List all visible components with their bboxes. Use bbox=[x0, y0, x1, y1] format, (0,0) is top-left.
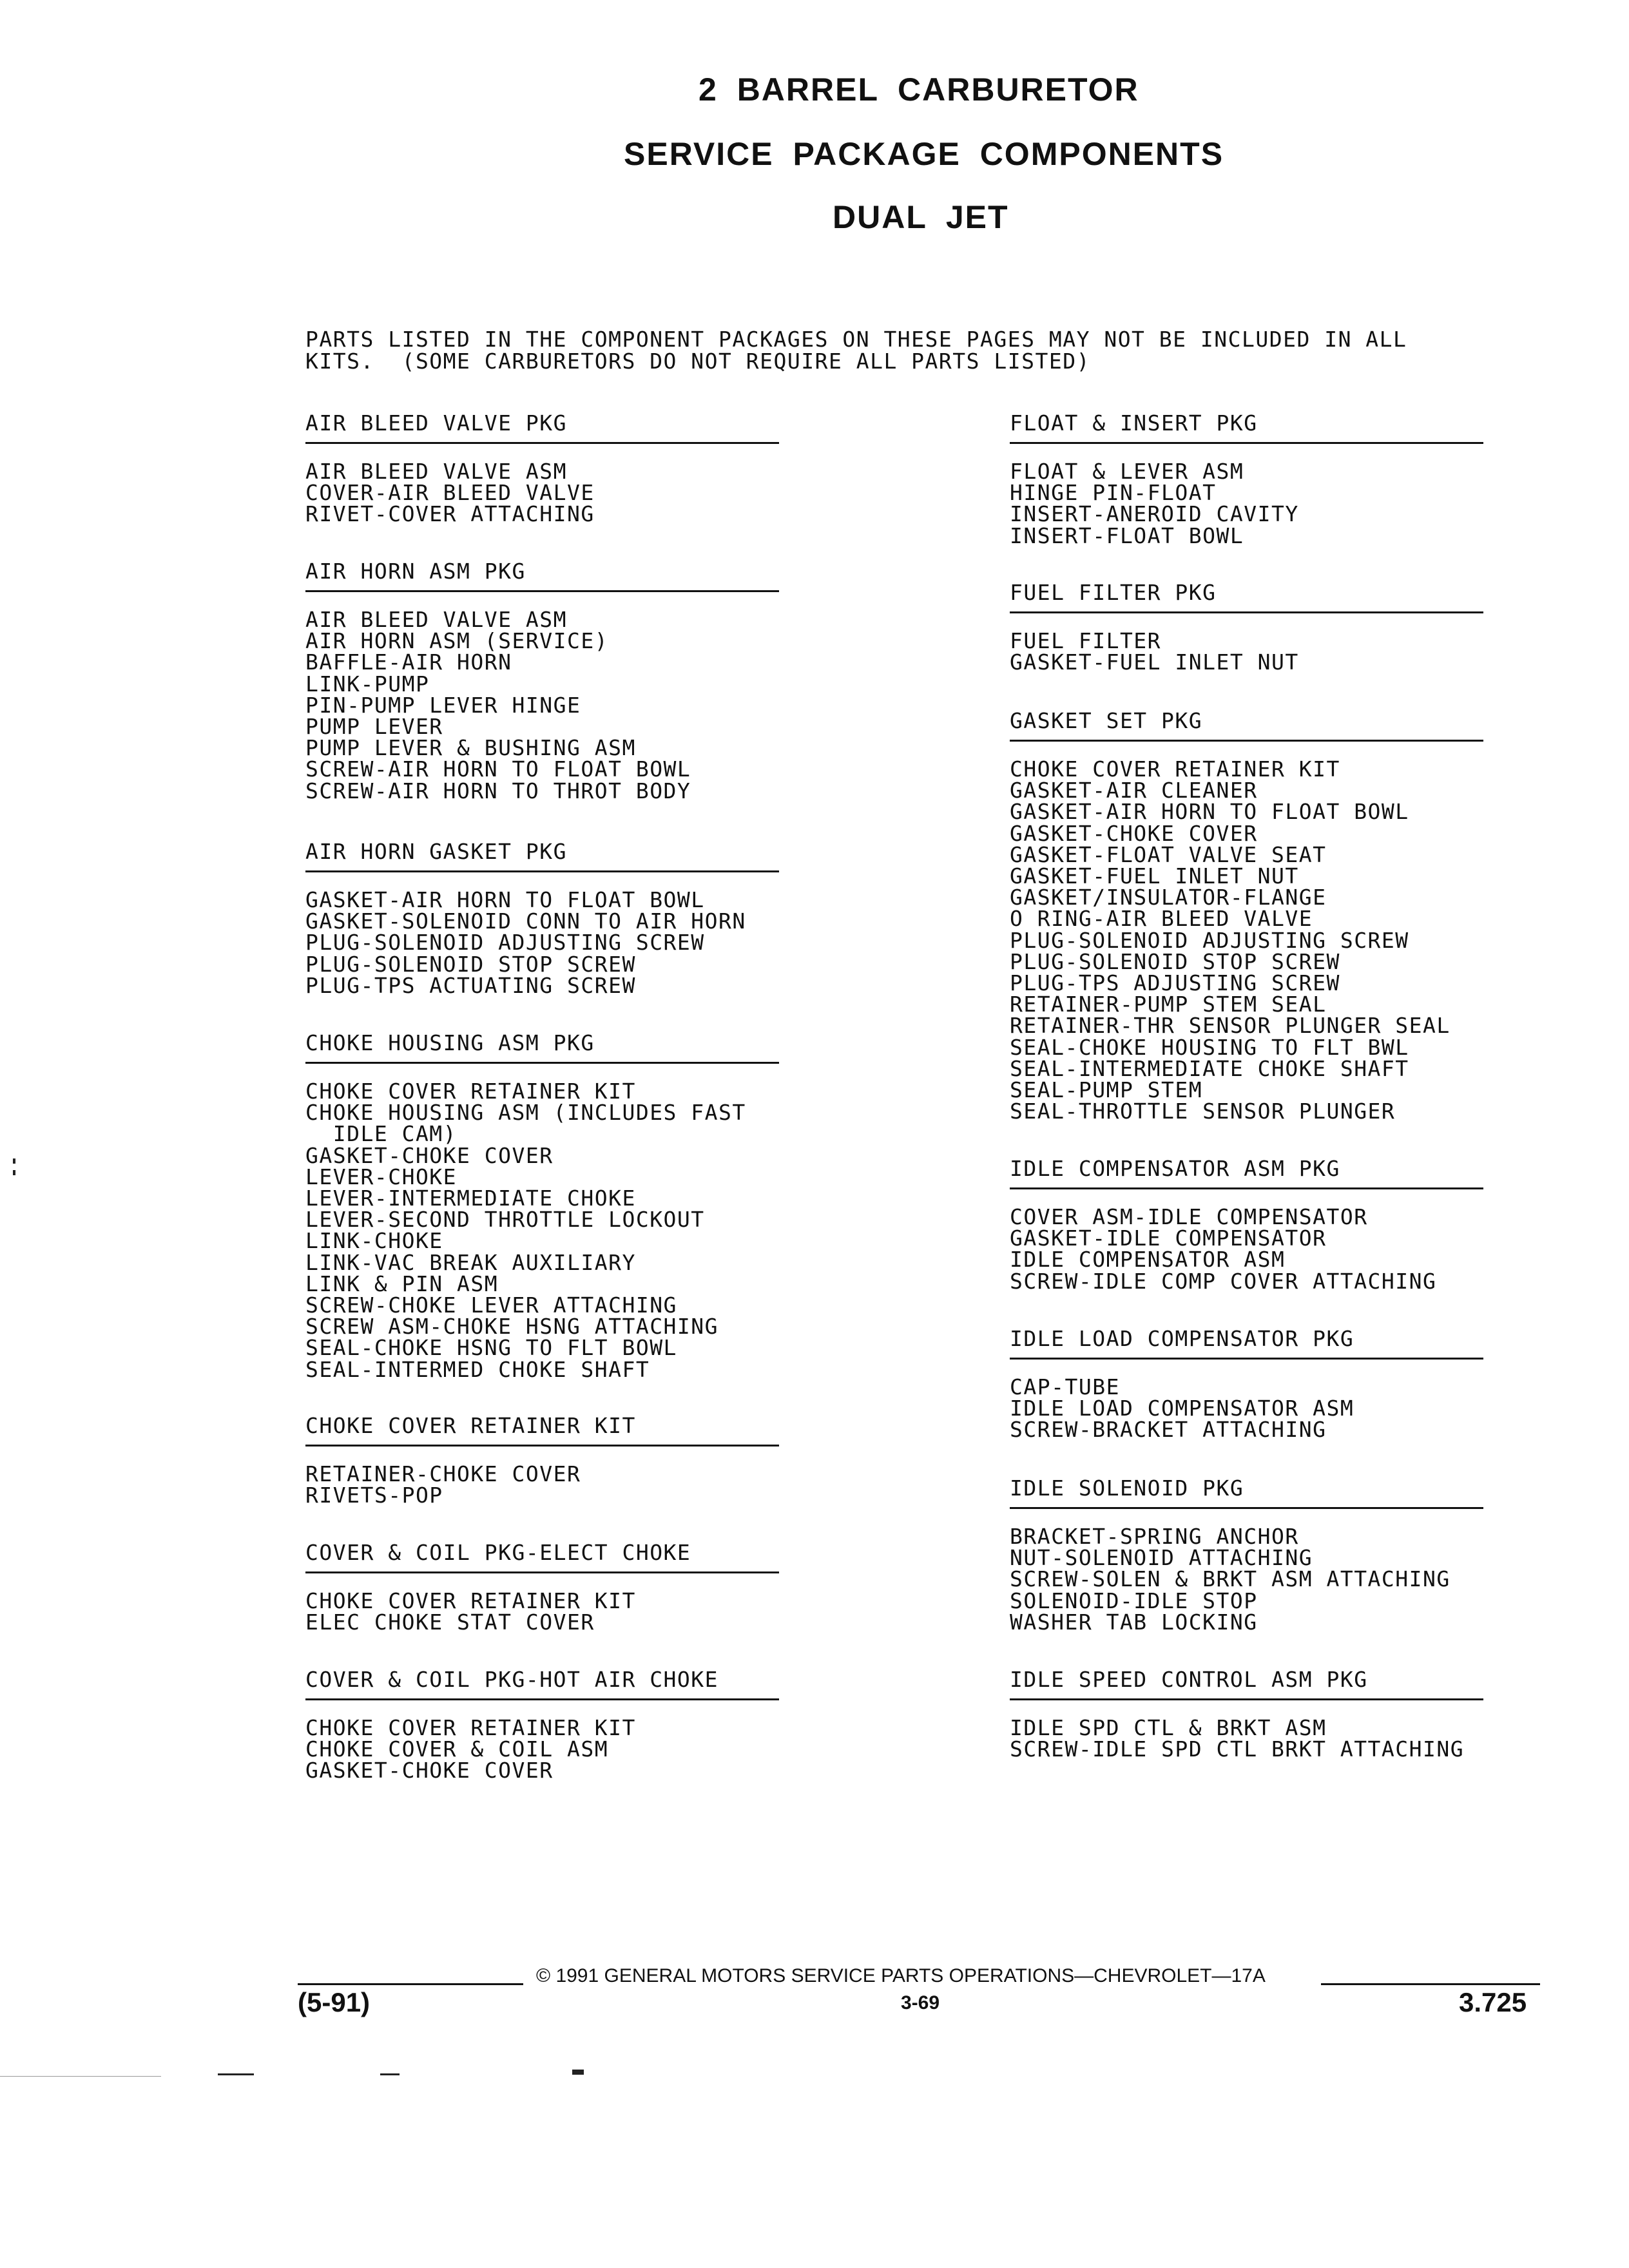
pkg-items bbox=[305, 1590, 779, 1633]
pkg-items bbox=[305, 1717, 779, 1782]
part-item: AIR HORN ASM (SERVICE) bbox=[305, 628, 609, 654]
part-item: HINGE PIN-FLOAT bbox=[1010, 480, 1217, 506]
pkg-cover-coil-elect-choke bbox=[305, 1542, 779, 1633]
part-item: GASKET-CHOKE COVER bbox=[305, 1758, 554, 1783]
part-item: COVER ASM-IDLE COMPENSATOR bbox=[1010, 1204, 1368, 1229]
part-item: BAFFLE-AIR HORN bbox=[305, 649, 512, 675]
pkg-header: FLOAT & INSERT PKG bbox=[1010, 412, 1483, 444]
part-item: CHOKE COVER RETAINER KIT bbox=[1010, 756, 1340, 782]
part-item: INSERT-ANEROID CAVITY bbox=[1010, 501, 1299, 527]
scan-speck bbox=[13, 1170, 15, 1175]
scan-speck bbox=[0, 2076, 161, 2077]
part-item: FUEL FILTER bbox=[1010, 628, 1162, 653]
part-item: IDLE SPD CTL & BRKT ASM bbox=[1010, 1715, 1327, 1740]
pkg-items bbox=[1010, 1206, 1483, 1292]
part-item: FLOAT & LEVER ASM bbox=[1010, 459, 1244, 484]
part-item: AIR BLEED VALVE ASM bbox=[305, 607, 567, 632]
pkg-header: CHOKE COVER RETAINER KIT bbox=[305, 1415, 779, 1446]
part-item: WASHER TAB LOCKING bbox=[1010, 1609, 1258, 1635]
part-item: SEAL-CHOKE HOUSING TO FLT BWL bbox=[1010, 1034, 1409, 1060]
scan-speck bbox=[572, 2070, 584, 2075]
part-item: COVER-AIR BLEED VALVE bbox=[305, 480, 595, 506]
title-line-2: SERVICE PACKAGE COMPONENTS bbox=[624, 136, 1224, 172]
part-item: PLUG-SOLENOID STOP SCREW bbox=[1010, 948, 1340, 974]
part-item: PLUG-TPS ACTUATING SCREW bbox=[305, 972, 636, 998]
part-item: GASKET-AIR CLEANER bbox=[1010, 778, 1258, 803]
part-item: LINK & PIN ASM bbox=[305, 1271, 499, 1296]
pkg-header: FUEL FILTER PKG bbox=[1010, 582, 1483, 613]
part-item: IDLE CAM) bbox=[305, 1121, 458, 1147]
pkg-header: IDLE SPEED CONTROL ASM PKG bbox=[1010, 1669, 1483, 1700]
pkg-header: COVER & COIL PKG-HOT AIR CHOKE bbox=[305, 1669, 779, 1700]
pkg-header: IDLE LOAD COMPENSATOR PKG bbox=[1010, 1328, 1483, 1360]
pkg-air-horn-asm bbox=[305, 561, 779, 802]
scan-speck bbox=[380, 2073, 400, 2075]
part-item: CAP-TUBE bbox=[1010, 1374, 1120, 1399]
part-item: PLUG-SOLENOID ADJUSTING SCREW bbox=[305, 930, 705, 956]
part-item: SOLENOID-IDLE STOP bbox=[1010, 1588, 1258, 1613]
part-item: IDLE LOAD COMPENSATOR ASM bbox=[1010, 1396, 1354, 1421]
part-item: CHOKE COVER RETAINER KIT bbox=[305, 1588, 636, 1613]
part-item: RIVETS-POP bbox=[305, 1483, 443, 1508]
pkg-header: CHOKE HOUSING ASM PKG bbox=[305, 1032, 779, 1064]
part-item: GASKET-AIR HORN TO FLOAT BOWL bbox=[305, 887, 705, 912]
part-item: GASKET-CHOKE COVER bbox=[1010, 820, 1258, 846]
part-item: AIR BLEED VALVE ASM bbox=[305, 459, 567, 484]
part-item: CHOKE COVER & COIL ASM bbox=[305, 1736, 609, 1762]
pkg-idle-speed-control-asm bbox=[1010, 1669, 1483, 1760]
part-item: GASKET-SOLENOID CONN TO AIR HORN bbox=[305, 908, 746, 934]
pkg-items bbox=[1010, 1717, 1483, 1760]
part-item: SEAL-THROTTLE SENSOR PLUNGER bbox=[1010, 1099, 1396, 1124]
pkg-idle-compensator-asm bbox=[1010, 1158, 1483, 1292]
pkg-choke-housing-asm bbox=[305, 1032, 779, 1380]
part-item: CHOKE COVER RETAINER KIT bbox=[305, 1715, 636, 1740]
pkg-gasket-set bbox=[1010, 710, 1483, 1122]
pkg-header: AIR HORN GASKET PKG bbox=[305, 841, 779, 872]
pkg-header: AIR HORN ASM PKG bbox=[305, 561, 779, 592]
pkg-items bbox=[305, 1081, 779, 1380]
part-item: CHOKE HOUSING ASM (INCLUDES FAST bbox=[305, 1100, 746, 1126]
part-item: SEAL-PUMP STEM bbox=[1010, 1077, 1203, 1103]
footer-rule-left bbox=[298, 1983, 523, 1985]
part-item: GASKET-AIR HORN TO FLOAT BOWL bbox=[1010, 799, 1409, 825]
part-item: SCREW-AIR HORN TO FLOAT BOWL bbox=[305, 756, 691, 782]
pkg-header: IDLE COMPENSATOR ASM PKG bbox=[1010, 1158, 1483, 1189]
pkg-items bbox=[1010, 1526, 1483, 1633]
pkg-items bbox=[1010, 461, 1483, 546]
pkg-idle-load-compensator bbox=[1010, 1328, 1483, 1441]
part-item: RETAINER-THR SENSOR PLUNGER SEAL bbox=[1010, 1013, 1451, 1039]
part-item: LINK-VAC BREAK AUXILIARY bbox=[305, 1249, 636, 1275]
part-item: RETAINER-CHOKE COVER bbox=[305, 1461, 581, 1486]
pkg-float-insert bbox=[1010, 412, 1483, 546]
footer-copyright: © 1991 GENERAL MOTORS SERVICE PARTS OPERATIONS—CHEVROLET—17A bbox=[536, 1965, 1266, 1986]
part-item: PLUG-SOLENOID STOP SCREW bbox=[305, 951, 636, 977]
part-item: SEAL-INTERMEDIATE CHOKE SHAFT bbox=[1010, 1055, 1409, 1081]
pkg-header: GASKET SET PKG bbox=[1010, 710, 1483, 742]
footer-rule-right bbox=[1321, 1983, 1540, 1985]
part-item: SEAL-CHOKE HSNG TO FLT BOWL bbox=[305, 1335, 677, 1361]
part-item: GASKET-FUEL INLET NUT bbox=[1010, 863, 1299, 889]
part-item: PLUG-SOLENOID ADJUSTING SCREW bbox=[1010, 927, 1409, 953]
pkg-header: AIR BLEED VALVE PKG bbox=[305, 412, 779, 444]
footer-page-number: 3-69 bbox=[901, 1992, 940, 2013]
footer-section-number: 3.725 bbox=[1459, 1987, 1527, 2017]
part-item: GASKET-CHOKE COVER bbox=[305, 1142, 554, 1168]
pkg-items bbox=[1010, 630, 1483, 673]
pkg-items bbox=[305, 889, 779, 996]
part-item: RIVET-COVER ATTACHING bbox=[305, 501, 595, 527]
part-item: PUMP LEVER & BUSHING ASM bbox=[305, 735, 636, 761]
pkg-idle-solenoid bbox=[1010, 1477, 1483, 1633]
part-item: LINK-CHOKE bbox=[305, 1228, 443, 1254]
pkg-header: COVER & COIL PKG-ELECT CHOKE bbox=[305, 1542, 779, 1573]
intro-note: PARTS LISTED IN THE COMPONENT PACKAGES ON THESE PAGES MAY NOT BE INCLUDED IN ALL KITS. (SOME CARBURETORS DO NOT REQUIRE ALL PARTS LISTED) bbox=[305, 327, 1407, 374]
part-item: SCREW-BRACKET ATTACHING bbox=[1010, 1417, 1327, 1443]
pkg-items bbox=[305, 1463, 779, 1506]
scan-speck bbox=[218, 2073, 254, 2075]
pkg-items bbox=[305, 609, 779, 802]
part-item: SCREW-IDLE SPD CTL BRKT ATTACHING bbox=[1010, 1736, 1465, 1762]
part-item: NUT-SOLENOID ATTACHING bbox=[1010, 1545, 1313, 1571]
pkg-cover-coil-hot-air-choke bbox=[305, 1669, 779, 1782]
part-item: RETAINER-PUMP STEM SEAL bbox=[1010, 992, 1327, 1017]
pkg-fuel-filter bbox=[1010, 582, 1483, 673]
part-item: PIN-PUMP LEVER HINGE bbox=[305, 692, 581, 718]
part-item: INSERT-FLOAT BOWL bbox=[1010, 523, 1244, 548]
part-item: SEAL-INTERMED CHOKE SHAFT bbox=[305, 1356, 650, 1382]
part-item: LEVER-SECOND THROTTLE LOCKOUT bbox=[305, 1207, 705, 1233]
part-item: O RING-AIR BLEED VALVE bbox=[1010, 906, 1313, 932]
footer-date-code: (5-91) bbox=[298, 1987, 371, 2017]
title-line-3: DUAL JET bbox=[833, 199, 1009, 235]
pkg-items bbox=[1010, 1376, 1483, 1441]
part-item: SCREW ASM-CHOKE HSNG ATTACHING bbox=[305, 1314, 719, 1340]
pkg-items bbox=[1010, 758, 1483, 1122]
part-item: GASKET-FLOAT VALVE SEAT bbox=[1010, 841, 1327, 867]
title-line-1: 2 BARREL CARBURETOR bbox=[699, 72, 1139, 108]
part-item: GASKET/INSULATOR-FLANGE bbox=[1010, 885, 1327, 910]
pkg-header: IDLE SOLENOID PKG bbox=[1010, 1477, 1483, 1509]
part-item: LEVER-CHOKE bbox=[305, 1164, 458, 1189]
part-item: LINK-PUMP bbox=[305, 671, 430, 697]
part-item: BRACKET-SPRING ANCHOR bbox=[1010, 1524, 1299, 1549]
pkg-air-horn-gasket bbox=[305, 841, 779, 996]
part-item: PLUG-TPS ADJUSTING SCREW bbox=[1010, 970, 1340, 996]
part-item: ELEC CHOKE STAT COVER bbox=[305, 1610, 595, 1635]
part-item: LEVER-INTERMEDIATE CHOKE bbox=[305, 1186, 636, 1211]
pkg-choke-cover-retainer-kit bbox=[305, 1415, 779, 1506]
part-item: CHOKE COVER RETAINER KIT bbox=[305, 1079, 636, 1104]
part-item: PUMP LEVER bbox=[305, 714, 443, 740]
part-item: IDLE COMPENSATOR ASM bbox=[1010, 1247, 1286, 1273]
part-item: GASKET-IDLE COMPENSATOR bbox=[1010, 1225, 1327, 1251]
part-item: SCREW-CHOKE LEVER ATTACHING bbox=[305, 1293, 677, 1318]
part-item: GASKET-FUEL INLET NUT bbox=[1010, 649, 1299, 675]
part-item: SCREW-SOLEN & BRKT ASM ATTACHING bbox=[1010, 1566, 1451, 1592]
scan-speck bbox=[13, 1158, 15, 1164]
part-item: SCREW-IDLE COMP COVER ATTACHING bbox=[1010, 1268, 1437, 1294]
part-item: SCREW-AIR HORN TO THROT BODY bbox=[305, 778, 691, 803]
pkg-air-bleed-valve bbox=[305, 412, 779, 525]
pkg-items bbox=[305, 461, 779, 525]
